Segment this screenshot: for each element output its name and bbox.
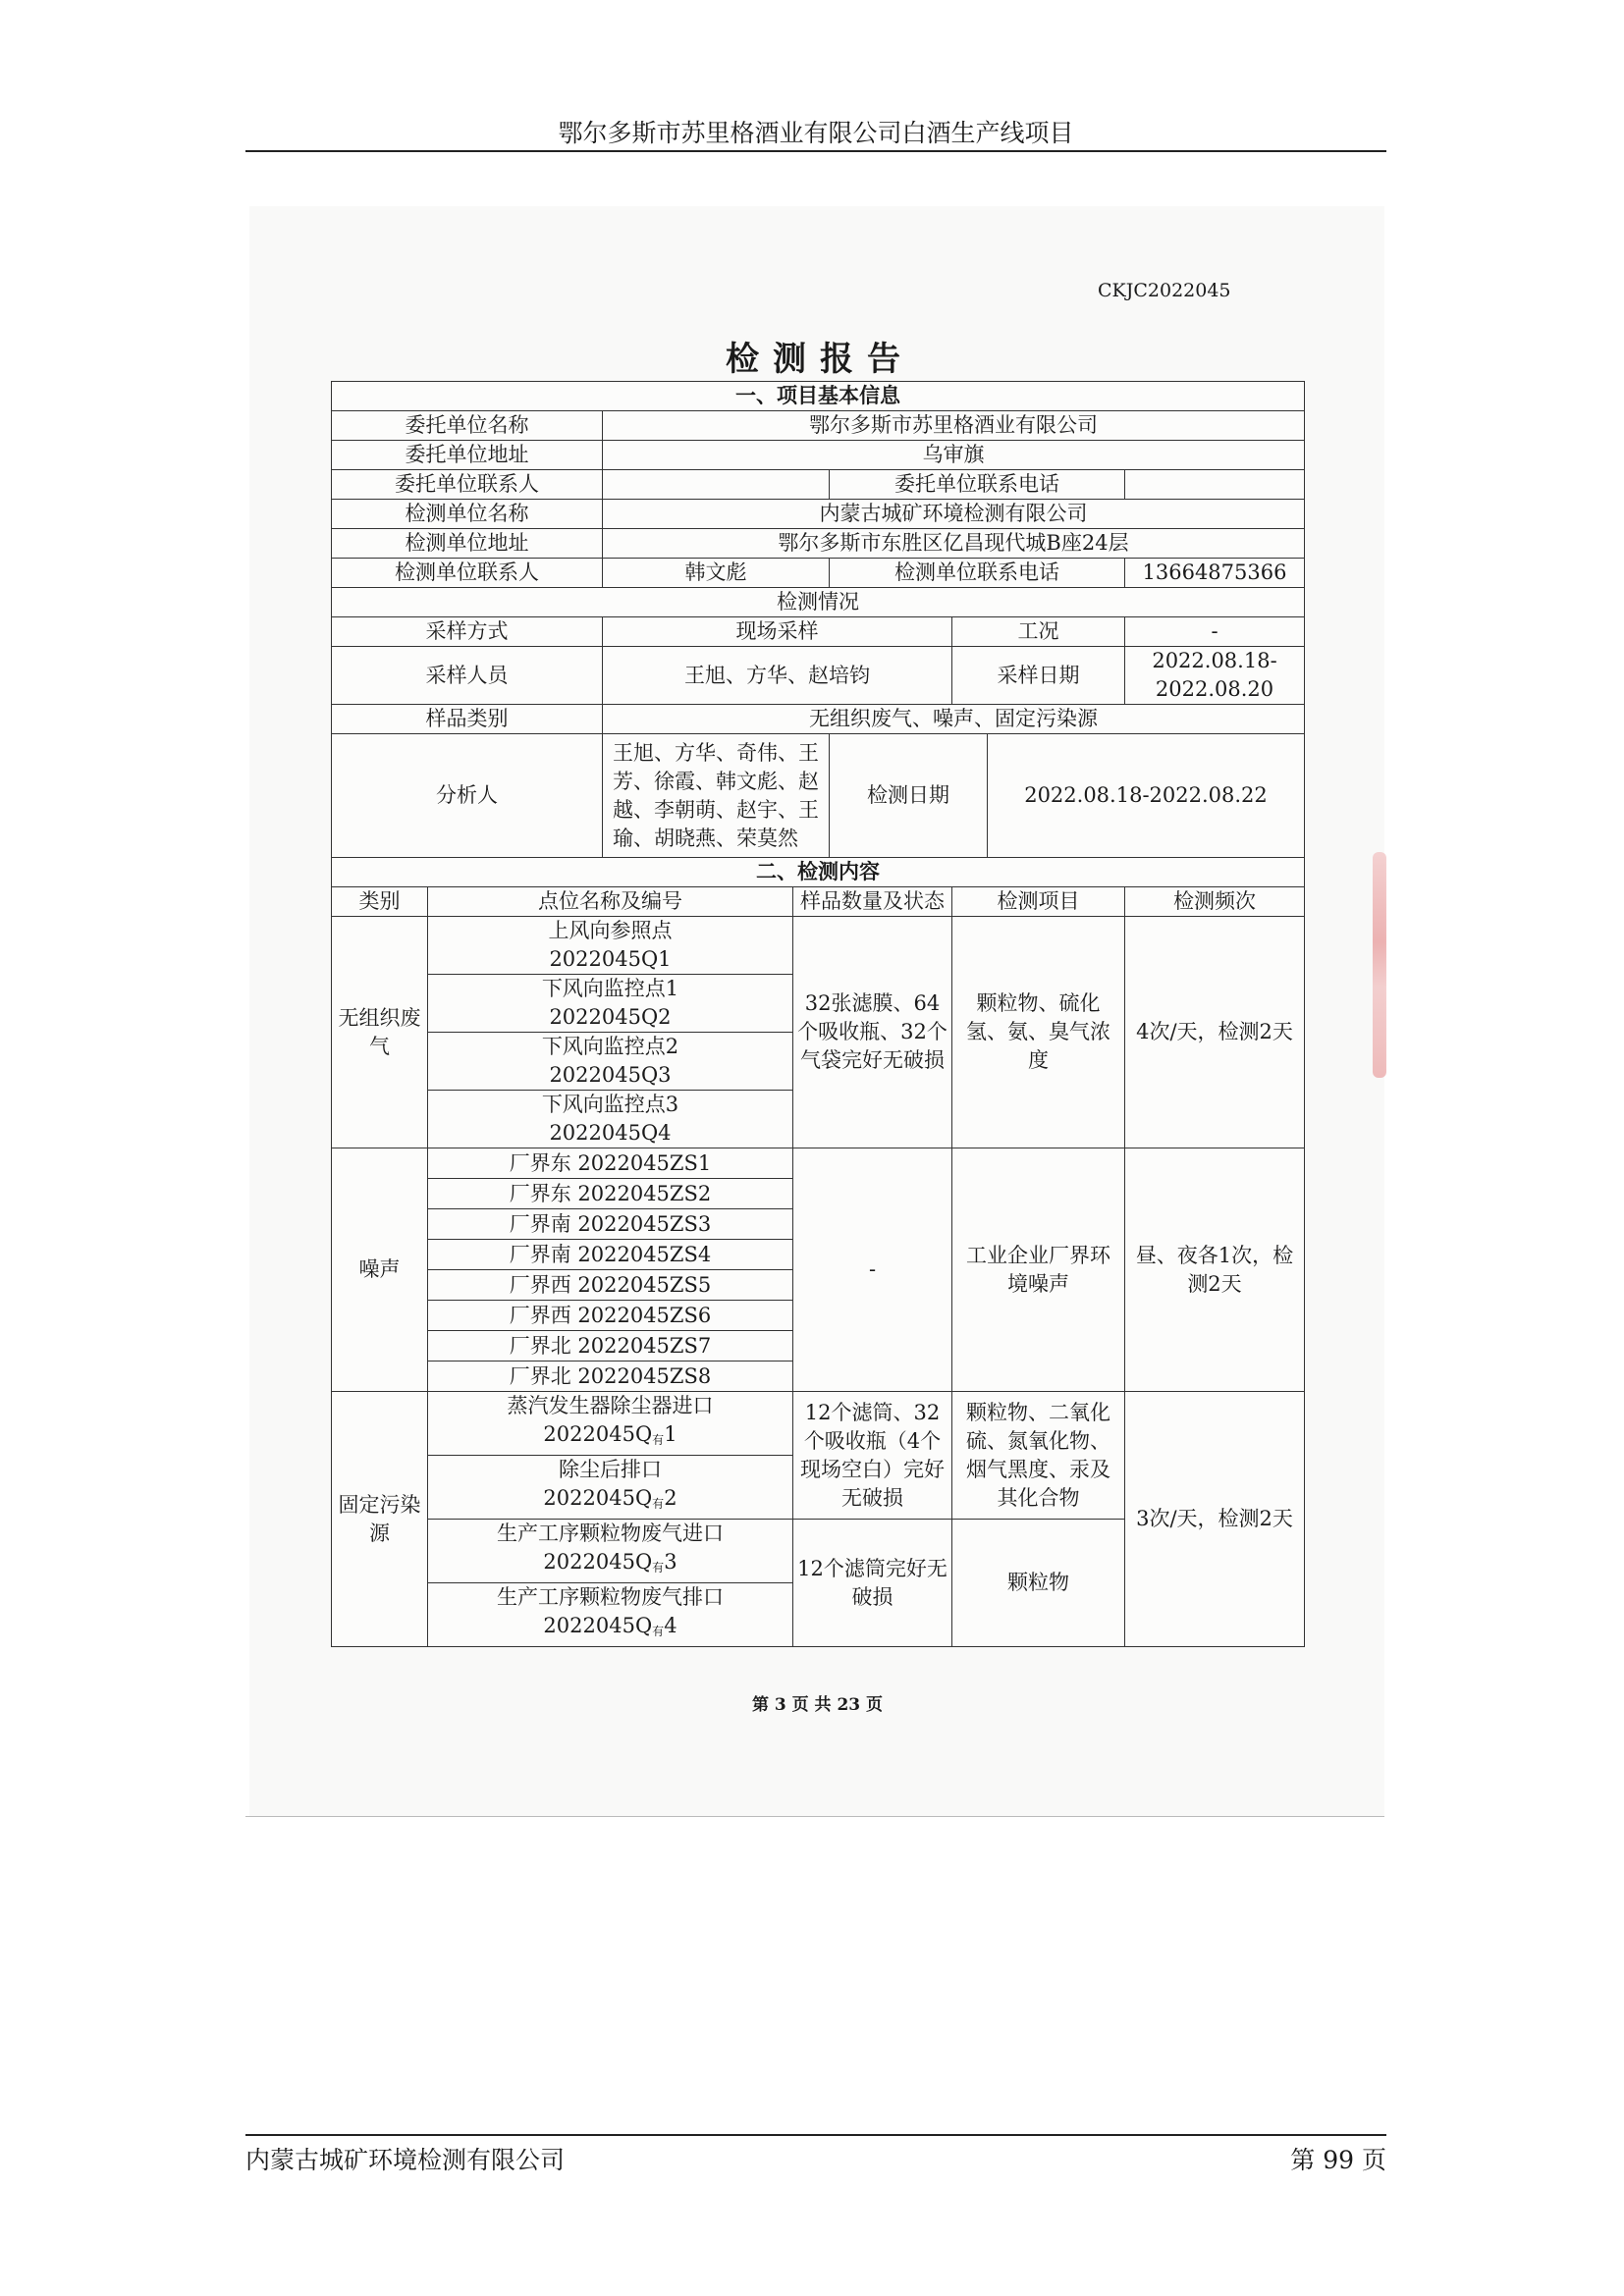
lab-address: 鄂尔多斯市东胜区亿昌现代城B座24层 [603, 529, 1305, 559]
point-cell: 除尘后排口 $2022045Q_有2$ [428, 1456, 793, 1520]
client-phone-label: 委托单位联系电话 [830, 470, 1125, 500]
lab-contact: 韩文彪 [603, 559, 830, 588]
point-cell: 厂界南 2022045ZS3 [428, 1209, 793, 1240]
client-address: 乌审旗 [603, 441, 1305, 470]
sample-cell: 32张滤膜、64个吸收瓶、32个气袋完好无破损 [793, 917, 952, 1148]
lab-phone-label: 检测单位联系电话 [830, 559, 1125, 588]
category-cell: 固定污染源 [332, 1392, 428, 1647]
detect-date: 2022.08.18-2022.08.22 [988, 734, 1305, 858]
sampling-date-label: 采样日期 [952, 647, 1125, 705]
client-name-label: 委托单位名称 [332, 411, 603, 441]
report-table [331, 381, 1305, 1647]
point-cell: 厂界北 2022045ZS7 [428, 1331, 793, 1362]
item-cell: 工业企业厂界环境噪声 [952, 1148, 1125, 1392]
item-cell: 颗粒物、二氧化硫、氮氧化物、烟气黑度、汞及其化合物 [952, 1392, 1125, 1520]
report-page-count: 第 3 页 共 23 页 [751, 1695, 884, 1715]
item-cell: 颗粒物 [952, 1520, 1125, 1647]
lab-phone: 13664875366 [1125, 559, 1305, 588]
point-cell: 厂界北 2022045ZS8 [428, 1362, 793, 1392]
lab-contact-label: 检测单位联系人 [332, 559, 603, 588]
scan-edge [245, 1816, 1384, 1817]
section-detection-content: 二、检测内容 [332, 858, 1305, 887]
category-cell: 噪声 [332, 1148, 428, 1392]
lab-name: 内蒙古城矿环境检测有限公司 [603, 500, 1305, 529]
frequency-cell: 昼、夜各1次，检测2天 [1125, 1148, 1305, 1392]
category-cell: 无组织废气 [332, 917, 428, 1148]
point-cell: 下风向监控点1 2022045Q2 [428, 975, 793, 1033]
col-frequency: 检测频次 [1125, 887, 1305, 917]
sampling-date: 2022.08.18-2022.08.20 [1125, 647, 1305, 705]
table-row [332, 1148, 1305, 1179]
section-basic-info: 一、项目基本信息 [332, 382, 1305, 411]
point-cell: 厂界西 2022045ZS5 [428, 1270, 793, 1301]
point-cell: 厂界东 2022045ZS1 [428, 1148, 793, 1179]
point-cell: 生产工序颗粒物废气进口 $2022045Q_有3$ [428, 1520, 793, 1583]
client-contact-label: 委托单位联系人 [332, 470, 603, 500]
condition: - [1125, 617, 1305, 647]
lab-name-label: 检测单位名称 [332, 500, 603, 529]
red-seal-stamp [1373, 852, 1386, 1078]
point-cell: 厂界东 2022045ZS2 [428, 1179, 793, 1209]
client-phone [1125, 470, 1305, 500]
col-category: 类别 [332, 887, 428, 917]
frequency-cell: 4次/天，检测2天 [1125, 917, 1305, 1148]
col-sample: 样品数量及状态 [793, 887, 952, 917]
sampling-method: 现场采样 [603, 617, 952, 647]
client-address-label: 委托单位地址 [332, 441, 603, 470]
point-cell: 下风向监控点3 2022045Q4 [428, 1091, 793, 1148]
client-name: 鄂尔多斯市苏里格酒业有限公司 [603, 411, 1305, 441]
condition-label: 工况 [952, 617, 1125, 647]
sample-cell: 12个滤筒完好无破损 [793, 1520, 952, 1647]
sample-cell: - [793, 1148, 952, 1392]
sample-type: 无组织废气、噪声、固定污染源 [603, 705, 1305, 734]
col-point: 点位名称及编号 [428, 887, 793, 917]
report-number: CKJC2022045 [1098, 280, 1231, 301]
sampling-method-label: 采样方式 [332, 617, 603, 647]
point-cell: 厂界南 2022045ZS4 [428, 1240, 793, 1270]
table-row [332, 1392, 1305, 1456]
col-item: 检测项目 [952, 887, 1125, 917]
report-title: 检测报告 [726, 340, 914, 379]
point-cell: 生产工序颗粒物废气排口 $2022045Q_有4$ [428, 1583, 793, 1647]
sample-type-label: 样品类别 [332, 705, 603, 734]
point-cell: 厂界西 2022045ZS6 [428, 1301, 793, 1331]
detect-date-label: 检测日期 [830, 734, 988, 858]
point-cell: 蒸汽发生器除尘器进口 $2022045Q_有1$ [428, 1392, 793, 1456]
sample-cell: 12个滤筒、32个吸收瓶（4个现场空白）完好无破损 [793, 1392, 952, 1520]
header-rule [245, 150, 1386, 152]
footer-company: 内蒙古城矿环境检测有限公司 [245, 2146, 566, 2174]
sampler-label: 采样人员 [332, 647, 603, 705]
analysts: 王旭、方华、奇伟、王芳、徐霞、韩文彪、赵越、李朝萌、赵宇、王瑜、胡晓燕、荣莫然 [603, 734, 830, 858]
analyst-label: 分析人 [332, 734, 603, 858]
sampler: 王旭、方华、赵培钧 [603, 647, 952, 705]
point-cell: 上风向参照点 2022045Q1 [428, 917, 793, 975]
item-cell: 颗粒物、硫化氢、氨、臭气浓度 [952, 917, 1125, 1148]
lab-address-label: 检测单位地址 [332, 529, 603, 559]
footer-page-number: 第 99 页 [1290, 2146, 1386, 2174]
point-cell: 下风向监控点2 2022045Q3 [428, 1033, 793, 1091]
detection-status: 检测情况 [332, 588, 1305, 617]
footer-rule [245, 2134, 1386, 2136]
page-header: 鄂尔多斯市苏里格酒业有限公司白酒生产线项目 [558, 119, 1074, 147]
client-contact [603, 470, 830, 500]
frequency-cell: 3次/天，检测2天 [1125, 1392, 1305, 1647]
table-row [332, 917, 1305, 975]
